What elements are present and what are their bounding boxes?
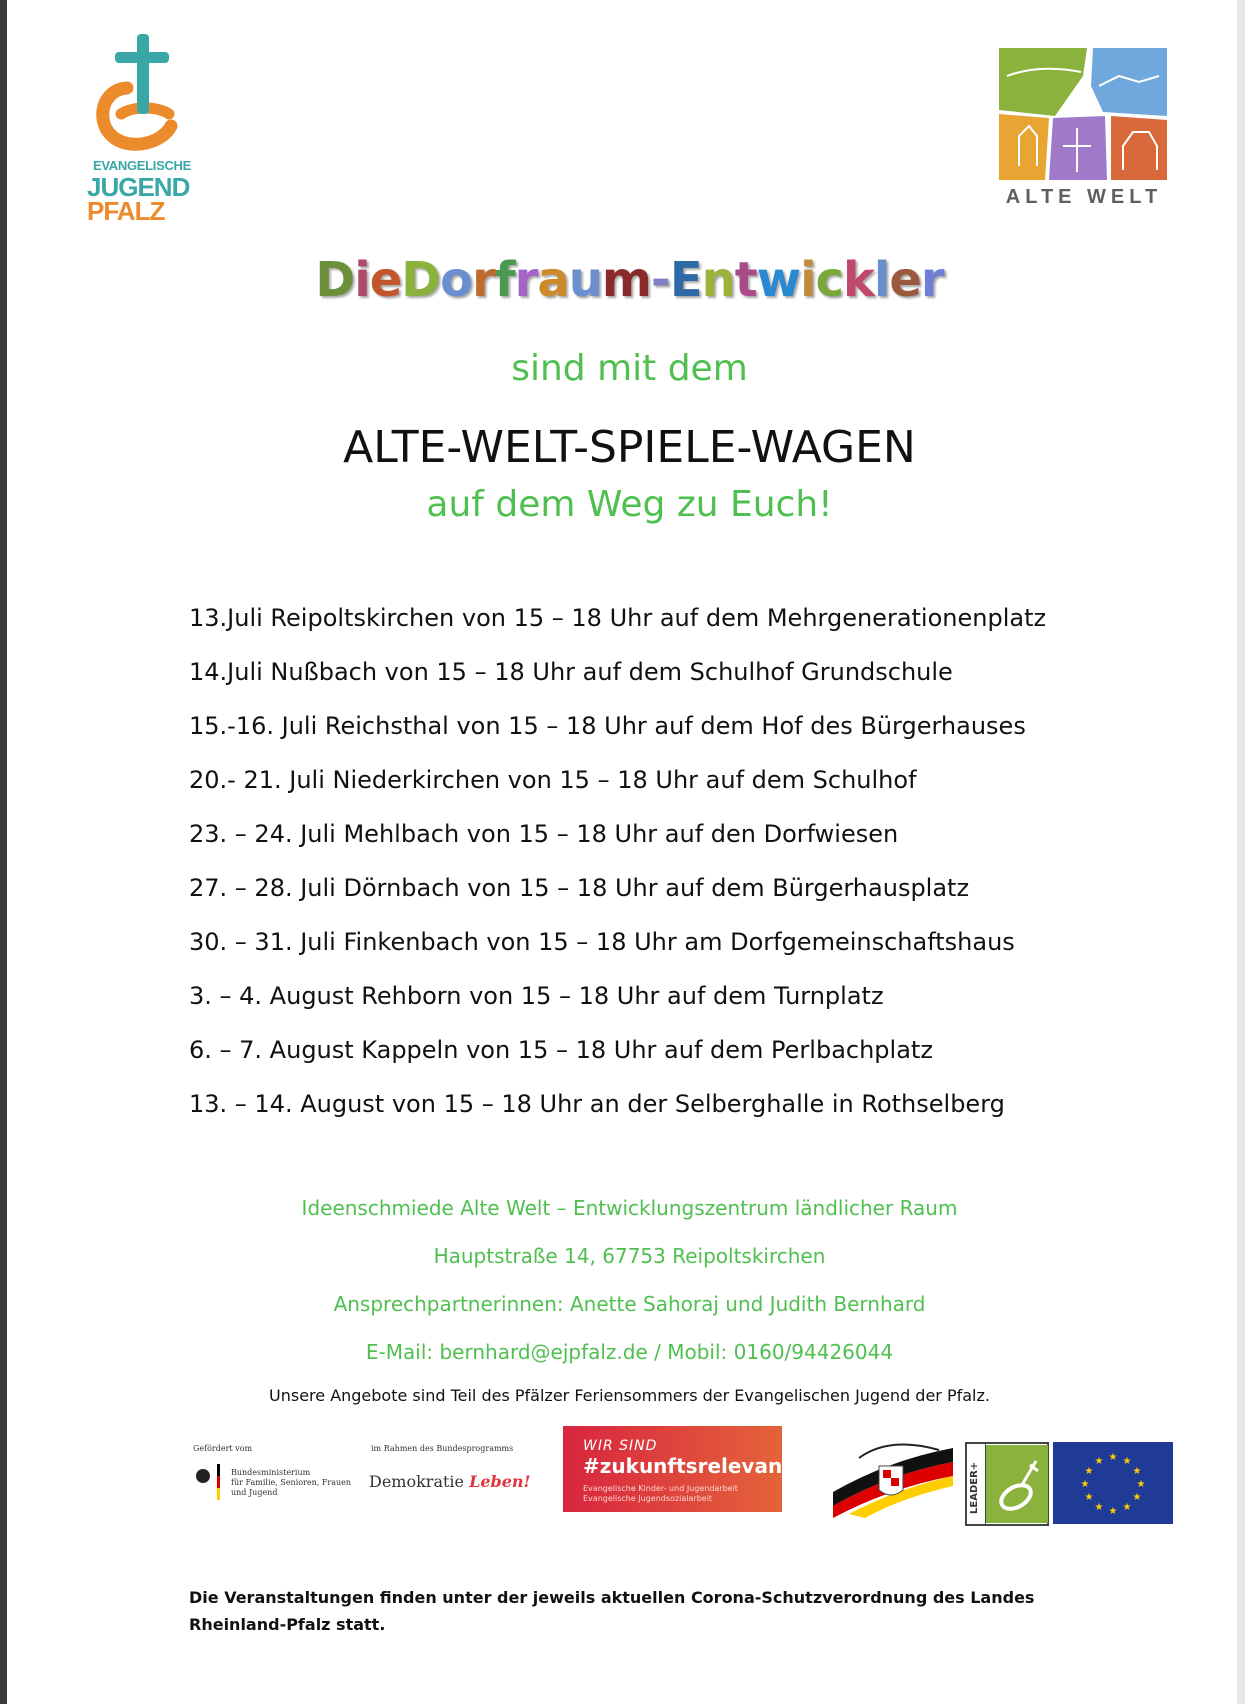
demokratie-word: Demokratie <box>369 1472 464 1491</box>
contact-block <box>7 1194 1245 1386</box>
schedule-item: 23. – 24. Juli Mehlbach von 15 – 18 Uhr auf den Dorfwiesen <box>189 820 899 848</box>
title-letter: - <box>650 252 670 308</box>
subtitle-2: auf dem Weg zu Euch! <box>426 484 833 525</box>
headline: ALTE-WELT-SPIELE-WAGEN <box>343 422 916 473</box>
title-letter: r <box>514 252 538 308</box>
title-letter: i <box>800 252 816 308</box>
schedule-item: 30. – 31. Juli Finkenbach von 15 – 18 Uhr am Dorfgemeinschaftshaus <box>189 928 1015 956</box>
svg-text:★: ★ <box>1094 1456 1104 1467</box>
title-letter: a <box>537 252 569 308</box>
zukunft-line3 <box>583 1484 738 1504</box>
svg-text:★: ★ <box>1136 1479 1146 1490</box>
leader-emblem-icon <box>986 1445 1048 1523</box>
svg-text:★: ★ <box>1108 1452 1118 1463</box>
leader-logo <box>965 1442 1049 1526</box>
bmfsfj-line3: und Jugend <box>231 1488 278 1497</box>
schedule-item: 6. – 7. August Kappeln von 15 – 18 Uhr auf dem Perlbachplatz <box>189 1036 933 1064</box>
leader-side-band <box>967 1444 986 1524</box>
schedule-list <box>189 603 1089 1143</box>
zukunft-line3b: Evangelische Jugendsozialarbeit <box>583 1494 713 1503</box>
title-letter: w <box>756 252 801 308</box>
subtitle-1: sind mit dem <box>511 348 748 389</box>
title-letter: f <box>494 252 515 308</box>
svg-text:★: ★ <box>1084 1466 1094 1477</box>
cross-logo-icon <box>87 30 197 160</box>
leader-name: LEADER+ <box>969 1461 980 1514</box>
title-letter: e <box>889 252 921 308</box>
ejp-logo-line3: PFALZ <box>87 196 165 226</box>
demokratie-header: im Rahmen des Bundesprogramms <box>371 1444 514 1453</box>
svg-text:★: ★ <box>1122 1456 1132 1467</box>
rlp-flag-icon <box>829 1440 957 1520</box>
title-letter: k <box>842 252 874 308</box>
demokratie-leben-logo <box>369 1444 539 1504</box>
demokratie-wordmark <box>369 1472 531 1491</box>
contact-address: Hauptstraße 14, 67753 Reipoltskirchen <box>433 1244 826 1268</box>
contact-persons: Ansprechpartnerinnen: Anette Sahoraj und Judith Bernhard <box>333 1292 926 1316</box>
schedule-item: 14.Juli Nußbach von 15 – 18 Uhr auf dem Schulhof Grundschule <box>189 658 953 686</box>
title-letter: u <box>568 252 602 308</box>
schedule-item: 13. – 14. August von 15 – 18 Uhr an der Selberghalle in Rothselberg <box>189 1090 1005 1118</box>
ejp-logo <box>87 30 197 230</box>
title-letter: r <box>472 252 495 308</box>
title-letter: D <box>401 252 441 308</box>
title-letter: n <box>701 252 735 308</box>
title-letter: D <box>315 252 355 308</box>
rlp-logo <box>829 1440 957 1520</box>
contact-email-phone: E-Mail: bernhard@ejpfalz.de / Mobil: 0160/94426044 <box>365 1340 894 1364</box>
footer-note: Die Veranstaltungen finden unter der jeweils aktuellen Corona-Schutzverordnung des Landes Rheinland-Pfalz statt. <box>189 1588 1035 1634</box>
svg-text:★: ★ <box>1080 1479 1090 1490</box>
eu-flag <box>1053 1442 1173 1524</box>
schedule-item: 15.-16. Juli Reichsthal von 15 – 18 Uhr auf dem Hof des Bürgerhauses <box>189 712 1026 740</box>
feriensommer-note: Unsere Angebote sind Teil des Pfälzer Feriensommers der Evangelischen Jugend der Pfalz. <box>269 1386 990 1405</box>
svg-text:★: ★ <box>1084 1492 1094 1503</box>
svg-text:★: ★ <box>1108 1506 1118 1517</box>
svg-text:★: ★ <box>1132 1466 1142 1477</box>
title-letter: l <box>873 252 890 308</box>
sponsor-logos <box>7 1420 1245 1520</box>
leben-word: Leben! <box>469 1472 531 1491</box>
contact-org: Ideenschmiede Alte Welt – Entwicklungszentrum ländlicher Raum <box>301 1196 958 1220</box>
alte-welt-logo-text: ALTE WELT <box>1005 186 1163 208</box>
schedule-item: 3. – 4. August Rehborn von 15 – 18 Uhr auf dem Turnplatz <box>189 982 884 1010</box>
schedule-item: 13.Juli Reipoltskirchen von 15 – 18 Uhr auf dem Mehrgenerationenplatz <box>189 604 1047 632</box>
title-letter: i <box>354 252 370 308</box>
title-letter: c <box>815 252 843 308</box>
svg-text:★: ★ <box>1094 1502 1104 1513</box>
title-letter: r <box>920 252 944 308</box>
ejp-logo-line1: EVANGELISCHE <box>93 158 192 173</box>
title-letter: e <box>369 252 402 308</box>
bmfsfj-header: Gefördert vom <box>193 1444 253 1453</box>
zukunftsrelevant-logo <box>563 1426 792 1512</box>
svg-text:★: ★ <box>1122 1502 1132 1513</box>
bmfsfj-line2: für Familie, Senioren, Frauen <box>231 1478 352 1487</box>
federal-eagle-icon <box>193 1456 223 1506</box>
title-letter: o <box>440 252 473 308</box>
zukunft-line1: WIR SIND <box>583 1438 658 1454</box>
eu-stars-icon <box>1053 1442 1173 1524</box>
title-letter: t <box>734 252 757 308</box>
zukunft-line2: #zukunftsrelevant <box>583 1454 792 1478</box>
schedule-item: 27. – 28. Juli Dörnbach von 15 – 18 Uhr auf dem Bürgerhausplatz <box>189 874 970 902</box>
title-letter: E <box>669 252 702 308</box>
document-page <box>7 0 1237 1704</box>
window-edge-left <box>0 0 7 1704</box>
alte-welt-logo <box>999 46 1169 216</box>
bmfsfj-line1: Bundesministerium <box>231 1468 311 1477</box>
ejp-logo-line2: JUGEND <box>87 172 190 202</box>
bmfsfj-logo <box>193 1444 363 1504</box>
zukunft-line3a: Evangelische Kinder- und Jugendarbeit <box>583 1484 738 1493</box>
page-title <box>7 252 1245 308</box>
svg-text:★: ★ <box>1132 1492 1142 1503</box>
title-letter: m <box>601 252 651 308</box>
alte-welt-mosaic-icon <box>999 46 1169 180</box>
schedule-item: 20.- 21. Juli Niederkirchen von 15 – 18 Uhr auf dem Schulhof <box>189 766 917 794</box>
